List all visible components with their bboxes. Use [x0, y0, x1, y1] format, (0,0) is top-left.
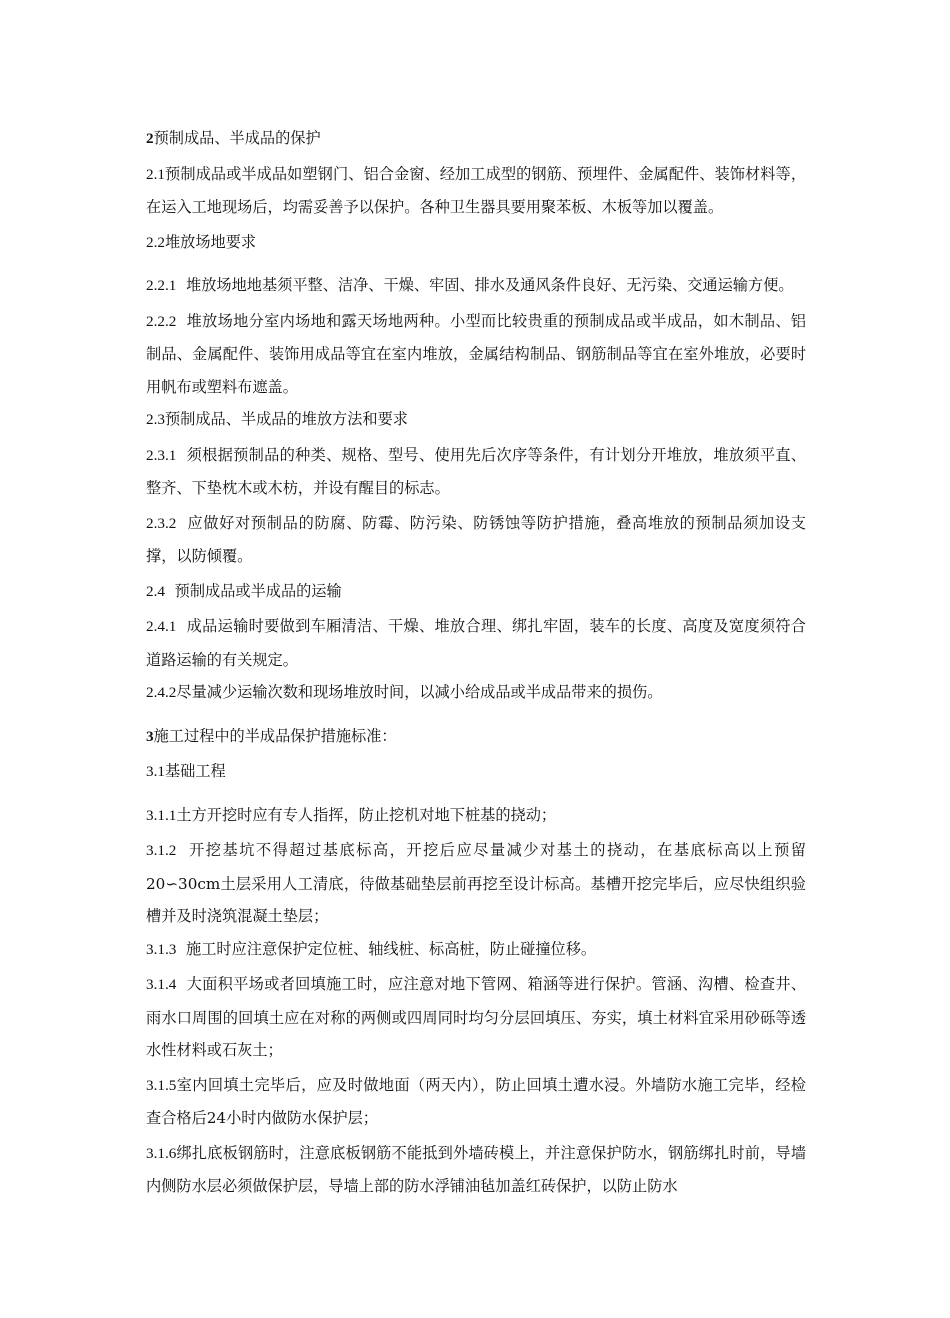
paragraph: [146, 269, 806, 303]
paragraph-text: 堆放场地地基须平整、洁净、干燥、牢固、排水及通风条件良好、无污染、交通运输方便。: [176, 276, 794, 294]
section-number: 3.1.1: [146, 806, 177, 824]
section-number: 3.1.6: [146, 1144, 177, 1162]
section-number: 2.2.1: [146, 277, 177, 294]
section-number: 2.1: [146, 165, 165, 183]
paragraph: [146, 799, 806, 833]
paragraph: [146, 1137, 806, 1203]
section-number: 3.1.4: [146, 976, 177, 993]
paragraph: [146, 676, 806, 710]
paragraph: [146, 933, 806, 967]
paragraph: [146, 834, 806, 933]
section-number: 3.1.3: [146, 940, 177, 958]
section-number: 3.1.5: [146, 1076, 177, 1094]
paragraph: [146, 1069, 806, 1135]
section-number: 3.1: [146, 763, 165, 780]
paragraph: [146, 720, 806, 754]
paragraph-text: 室内回填土完毕后，应及时做地面（两天内），防止回填土遭水浸。外墙防水施工完毕，经检查合格后24小时内做防水保护层；: [146, 1075, 806, 1127]
paragraph-text: 应做好对预制品的防腐、防霉、防污染、防锈蚀等防护措施，叠高堆放的预制品须加设支撑，以防倾覆。: [146, 513, 806, 565]
section-number: 2.4.2: [146, 684, 177, 701]
paragraph: [146, 439, 806, 505]
paragraph-text: 施工时应注意保护定位桩、轴线桩、标高桩，防止碰撞位移。: [176, 939, 597, 958]
paragraph: [146, 507, 806, 573]
paragraph: [146, 575, 806, 609]
paragraph-text: 预制成品、半成品的保护: [153, 129, 321, 147]
paragraph-text: 大面积平场或者回填施工时，应注意对地下管网、箱涵等进行保护。管涵、沟槽、检查井、雨水口周围的回填土应在对称的两侧或四周同时均匀分层回填压、夯实，填土材料宜采用砂砾等透水性材料或石灰土；: [146, 975, 806, 1059]
paragraph-text: 开挖基坑不得超过基底标高，开挖后应尽量减少对基土的挠动，在基底标高以上预留20∽30cm土层采用人工清底，待做基础垫层前再挖至设计标高。基槽开挖完毕后，应尽快组织验槽并及时浇筑混凝土垫层；: [146, 841, 806, 925]
document-page: [146, 122, 806, 1203]
paragraph-text: 堆放场地分室内场地和露天场地两种。小型而比较贵重的预制成品或半成品，如木制品、铝制品、金属配件、装饰用成品等宜在室内堆放，金属结构制品、钢筋制品等宜在室外堆放，必要时用帆布或塑料布遮盖。: [146, 311, 806, 396]
paragraph-text: 预制成品或半成品的运输: [164, 581, 342, 600]
paragraph-text: 基础工程: [164, 762, 226, 780]
paragraph-text: 成品运输时要做到车厢清洁、干燥、堆放合理、绑扎牢固，装车的长度、高度及宽度须符合道路运输的有关规定。: [146, 617, 806, 669]
paragraph-text: 堆放场地要求: [164, 232, 257, 251]
paragraph: [146, 403, 806, 437]
section-number: 2.3: [146, 411, 165, 428]
paragraph: [146, 610, 806, 676]
section-number: 2.4.1: [146, 618, 177, 635]
paragraph-text: 绑扎底板钢筋时，注意底板钢筋不能抵到外墙砖模上，并注意保护防水，钢筋绑扎时前，导墙内侧防水层必须做保护层，导墙上部的防水浮铺油毡加盖红砖保护，以防止防水: [146, 1143, 806, 1195]
paragraph-text: 施工过程中的半成品保护措施标准：: [153, 726, 397, 745]
paragraph-text: 预制成品或半成品如塑钢门、铝合金窗、经加工成型的钢筋、预埋件、金属配件、装饰材料等，在运入工地现场后，均需妥善予以保护。各种卫生器具要用聚苯板、木板等加以覆盖。: [146, 164, 806, 216]
section-number: 2.2.2: [146, 312, 177, 330]
paragraph: [146, 158, 806, 224]
section-number: 3: [146, 727, 154, 745]
paragraph: [146, 226, 806, 260]
paragraph-text: 须根据预制品的种类、规格、型号、使用先后次序等条件，有计划分开堆放，堆放须平直、整齐、下垫枕木或木枋，并设有醒目的标志。: [146, 445, 806, 497]
section-number: 2: [146, 130, 154, 147]
paragraph: [146, 968, 806, 1067]
paragraph: [146, 122, 806, 156]
section-number: 2.4: [146, 582, 165, 600]
paragraph-text: 尽量减少运输次数和现场堆放时间，以减小给成品或半成品带来的损伤。: [176, 683, 663, 701]
paragraph: [146, 305, 806, 404]
section-number: 2.3.2: [146, 514, 177, 532]
paragraph-text: 土方开挖时应有专人指挥，防止挖机对地下桩基的挠动；: [176, 805, 557, 824]
section-number: 3.1.2: [146, 842, 177, 859]
paragraph-text: 预制成品、半成品的堆放方法和要求: [164, 410, 408, 428]
section-number: 2.3.1: [146, 446, 177, 464]
paragraph: [146, 755, 806, 789]
section-number: 2.2: [146, 233, 165, 251]
